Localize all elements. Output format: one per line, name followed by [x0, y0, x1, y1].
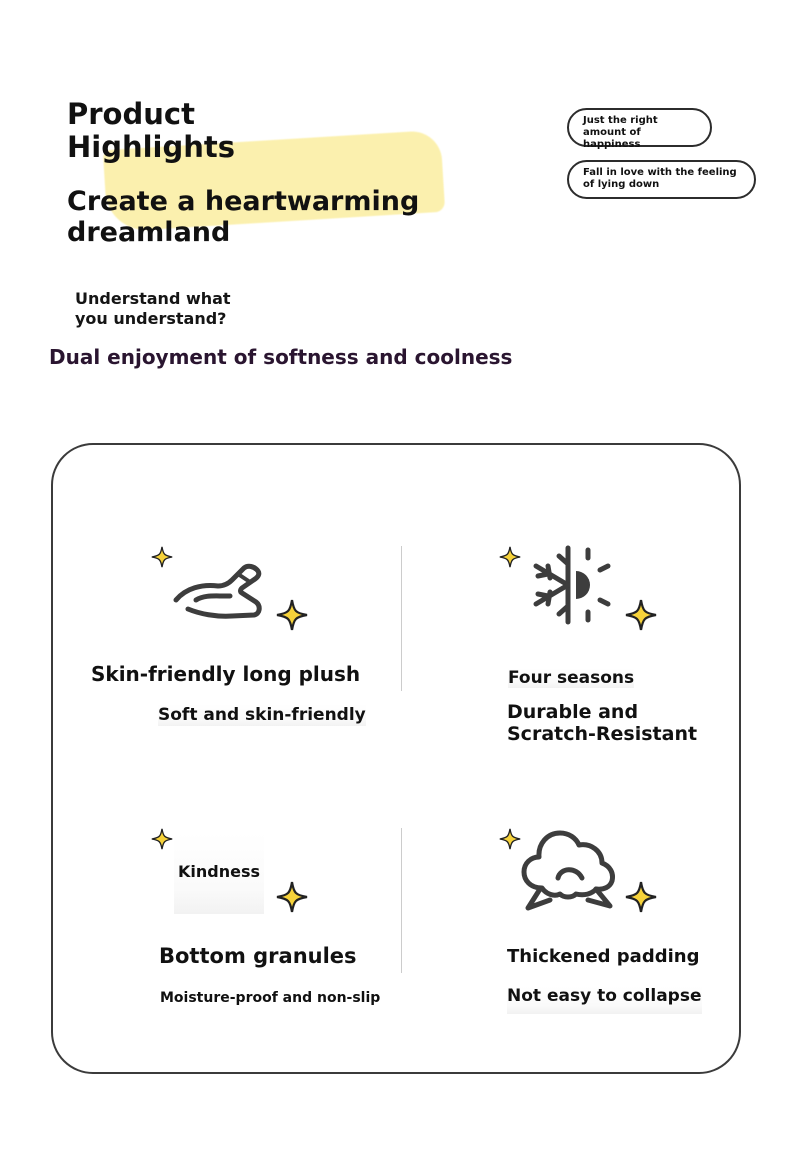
feature-subtitle-seasons: Durable and Scratch-Resistant: [507, 701, 698, 745]
sparkle-icon: [276, 881, 308, 913]
pill-badge-happiness: Just the right amount of happiness: [567, 108, 712, 147]
feature-subtitle-plush: Soft and skin-friendly: [158, 705, 366, 725]
sparkle-icon: [498, 545, 522, 569]
features-card: [51, 443, 741, 1074]
tagline: Dual enjoyment of softness and coolness: [49, 345, 513, 369]
feature-subtitle-granules: Moisture-proof and non-slip: [160, 990, 381, 1006]
sparkle-icon: [150, 545, 174, 569]
feature-title-granules: Bottom granules: [159, 944, 357, 968]
kindness-label: Kindness: [178, 862, 261, 881]
page-title: Product Highlights: [67, 97, 236, 164]
question-text: Understand what you understand?: [75, 289, 231, 328]
divider-bottom: [401, 828, 402, 973]
snowflake-sun-icon: [528, 544, 614, 626]
feature-title-seasons: Four seasons: [508, 668, 635, 688]
hand-icon: [172, 562, 264, 624]
feature-title-plush: Skin-friendly long plush: [91, 662, 361, 686]
cotton-icon: [520, 826, 618, 912]
feature-title-padding: Thickened padding: [507, 946, 700, 967]
feature-subtitle-padding: Not easy to collapse: [507, 986, 702, 1014]
sparkle-icon: [625, 599, 657, 631]
page-subtitle: Create a heartwarming dreamland: [67, 186, 420, 248]
sparkle-icon: [498, 827, 522, 851]
divider-top: [401, 546, 402, 691]
sparkle-icon: [625, 881, 657, 913]
sparkle-icon: [276, 599, 308, 631]
pill-badge-lying-down: Fall in love with the feeling of lying down: [567, 160, 756, 199]
sparkle-icon: [150, 827, 174, 851]
